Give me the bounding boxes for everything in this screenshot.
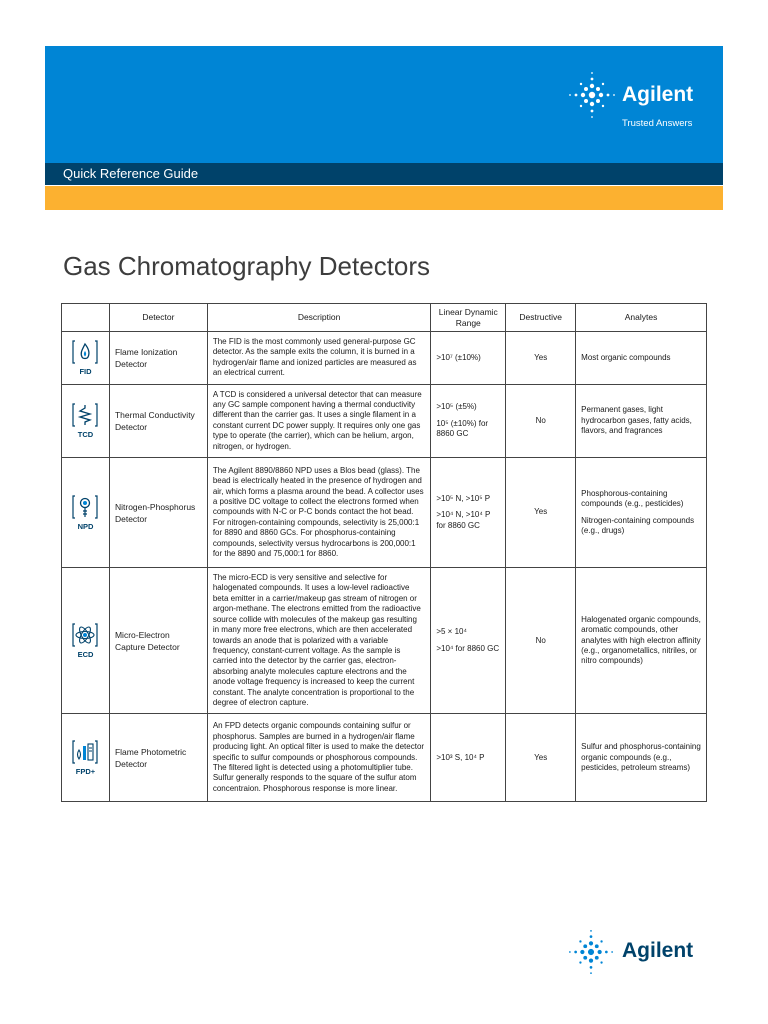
range-line: >10⁴ N, >10⁴ P for 8860 GC: [436, 510, 491, 530]
detector-range: [431, 568, 506, 714]
detector-abbr: FID: [79, 367, 92, 377]
detector-name: Micro-Electron Capture Detector: [109, 568, 207, 714]
brand-name: Agilent: [622, 83, 694, 106]
detector-destructive: No: [506, 568, 576, 714]
detector-destructive: Yes: [506, 332, 576, 385]
range-line: >10⁵ N, >10⁵ P: [436, 493, 491, 503]
guide-label: Quick Reference Guide: [63, 166, 199, 181]
header-destructive: Destructive: [506, 304, 576, 332]
table-row: [62, 568, 707, 714]
detector-destructive: Yes: [506, 714, 576, 802]
header-range: Linear Dynamic Range: [431, 304, 506, 332]
detector-icon-cell: [62, 568, 110, 714]
range-line: >10⁵ (±5%): [436, 402, 477, 412]
flame-icon: [70, 338, 100, 366]
detector-abbr: TCD: [77, 430, 94, 440]
detector-destructive: Yes: [506, 458, 576, 568]
range-line: 10⁵ (±10%) for 8860 GC: [436, 418, 489, 439]
header-detector: Detector: [109, 304, 207, 332]
analyte-line: Phosphorous-containing compounds (e.g., pesticides): [581, 488, 684, 509]
table-row: [62, 384, 707, 457]
detector-analytes: [576, 332, 707, 385]
detector-icon-cell: [62, 384, 110, 457]
table-row: [62, 714, 707, 802]
detector-name: Flame Ionization Detector: [109, 332, 207, 385]
zigzag-filament-icon: [70, 401, 100, 429]
analyte-line: Nitrogen-containing compounds (e.g., drugs): [581, 515, 695, 535]
detector-abbr: ECD: [77, 650, 94, 659]
range-line: >10⁷ (±10%): [436, 352, 481, 362]
detector-name: Flame Photometric Detector: [109, 714, 207, 802]
analyte-line: Halogenated organic compounds, aromatic compounds, other analytes with high electron affinity (e.g., organometallics, nitriles, or nitro compounds): [581, 614, 701, 666]
detector-name: Thermal Conductivity Detector: [109, 384, 207, 457]
header-orange-band: [45, 186, 723, 210]
detector-range: [431, 332, 506, 385]
header-description: Description: [207, 304, 431, 332]
table-row: [62, 458, 707, 568]
detector-description: An FPD detects organic compounds containing sulfur or phosphorus. Samples are burned in a hydrogen/air flame producing light. An optical filter is used to make the detector specific to sulfur compounds or phosphorous compounds. The filtered light is detected using a photomultiplier tube. Sulfur generally responds to the square of the sulfur atom concentraion. Phosphorous response is more linear.: [207, 714, 431, 802]
detector-range: [431, 384, 506, 457]
detector-destructive: No: [506, 384, 576, 457]
atom-icon: [70, 621, 100, 649]
agilent-logo-top: [567, 70, 692, 130]
range-line: >10⁴ for 8860 GC: [436, 643, 500, 653]
detector-description: The Agilent 8890/8860 NPD uses a Blos bead (glass). The bead is electrically heated in the presence of hydrogen and air, which forms a plasma around the bead. A collector uses a positive DC voltage to collect the electrons formed when compounds with N-C or P-C bonds contact the hot bead. For nitrogen-containing compounds, selectivity is 25,000:1 for 8890 and 8860 GCs. For phosphorus-containing compounds, selectivity versus hydrocarbons is 200,000:1 for the 8890 and 75,000:1 for 8860.: [207, 458, 431, 568]
detectors-table: [61, 303, 707, 802]
detector-analytes: [576, 384, 707, 457]
guide-label-band: [45, 163, 723, 185]
detector-analytes: [576, 458, 707, 568]
detector-analytes: [576, 568, 707, 714]
detector-range: [431, 458, 506, 568]
detector-analytes: [576, 714, 707, 802]
agilent-logo-bottom: [567, 928, 697, 978]
table-header-row: [62, 304, 707, 332]
analyte-line: Permanent gases, light hydrocarbon gases, fatty acids, flavors, and fragrances: [581, 405, 692, 436]
detector-description: The micro-ECD is very sensitive and selective for halogenated compounds. It uses a low-level radioactive beta emitter in a carrier/makeup gas stream of nitrogen or argon-methane. The electrons emitted from the radioactive source collide with molecules of the makeup gas resulting in many more free electrons, which are then accelerated towards an anode that is polarized with a variable frequency, constant-current voltage. As the sample is carried into the detector by the carrier gas, electron-absorbing analyte molecules capture electrons and the anode voltage frequency is increased to keep the current constant. The analyte concentration is proportional to the degree of electron capture.: [207, 568, 431, 714]
detector-range: [431, 714, 506, 802]
page-title: Gas Chromatography Detectors: [63, 251, 431, 281]
table-row: [62, 332, 707, 385]
header-analytes: Analytes: [576, 304, 707, 332]
range-line: >10³ S, 10⁴ P: [436, 752, 485, 762]
header-icon: [62, 304, 110, 332]
detector-icon-cell: [62, 458, 110, 568]
detector-description: The FID is the most commonly used general-purpose GC detector. As the sample exits the column, it is burned in a hydrogen/air flame and ionized particles are measured as an electrical current.: [207, 332, 431, 385]
range-line: >5 × 10⁴: [436, 627, 467, 637]
spark-logo-icon: [567, 928, 615, 976]
detector-abbr: NPD: [77, 521, 94, 531]
spark-logo-icon: [567, 70, 617, 120]
detector-abbr: FPD+: [75, 767, 96, 777]
analyte-line: Sulfur and phosphorus-containing organic compounds (e.g., pesticides, petroleum streams): [581, 742, 701, 773]
bead-icon: [70, 493, 100, 521]
detector-icon-cell: [62, 332, 110, 385]
brand-tagline: Trusted Answers: [622, 118, 693, 129]
brand-name-footer: Agilent: [622, 939, 694, 962]
detector-description: A TCD is considered a universal detector that can measure any GC sample component having a thermal conductivity different than the carrier gas. It uses a single filament in a constant current DC power supply. It requires only one gas type to operate (the carrier), which can be helium, argon, nitrogen, or hydrogen.: [207, 384, 431, 457]
photometric-icon: [70, 738, 100, 766]
analyte-line: Most organic compounds: [581, 352, 671, 362]
detector-name: Nitrogen-Phosphorus Detector: [109, 458, 207, 568]
detector-icon-cell: [62, 714, 110, 802]
